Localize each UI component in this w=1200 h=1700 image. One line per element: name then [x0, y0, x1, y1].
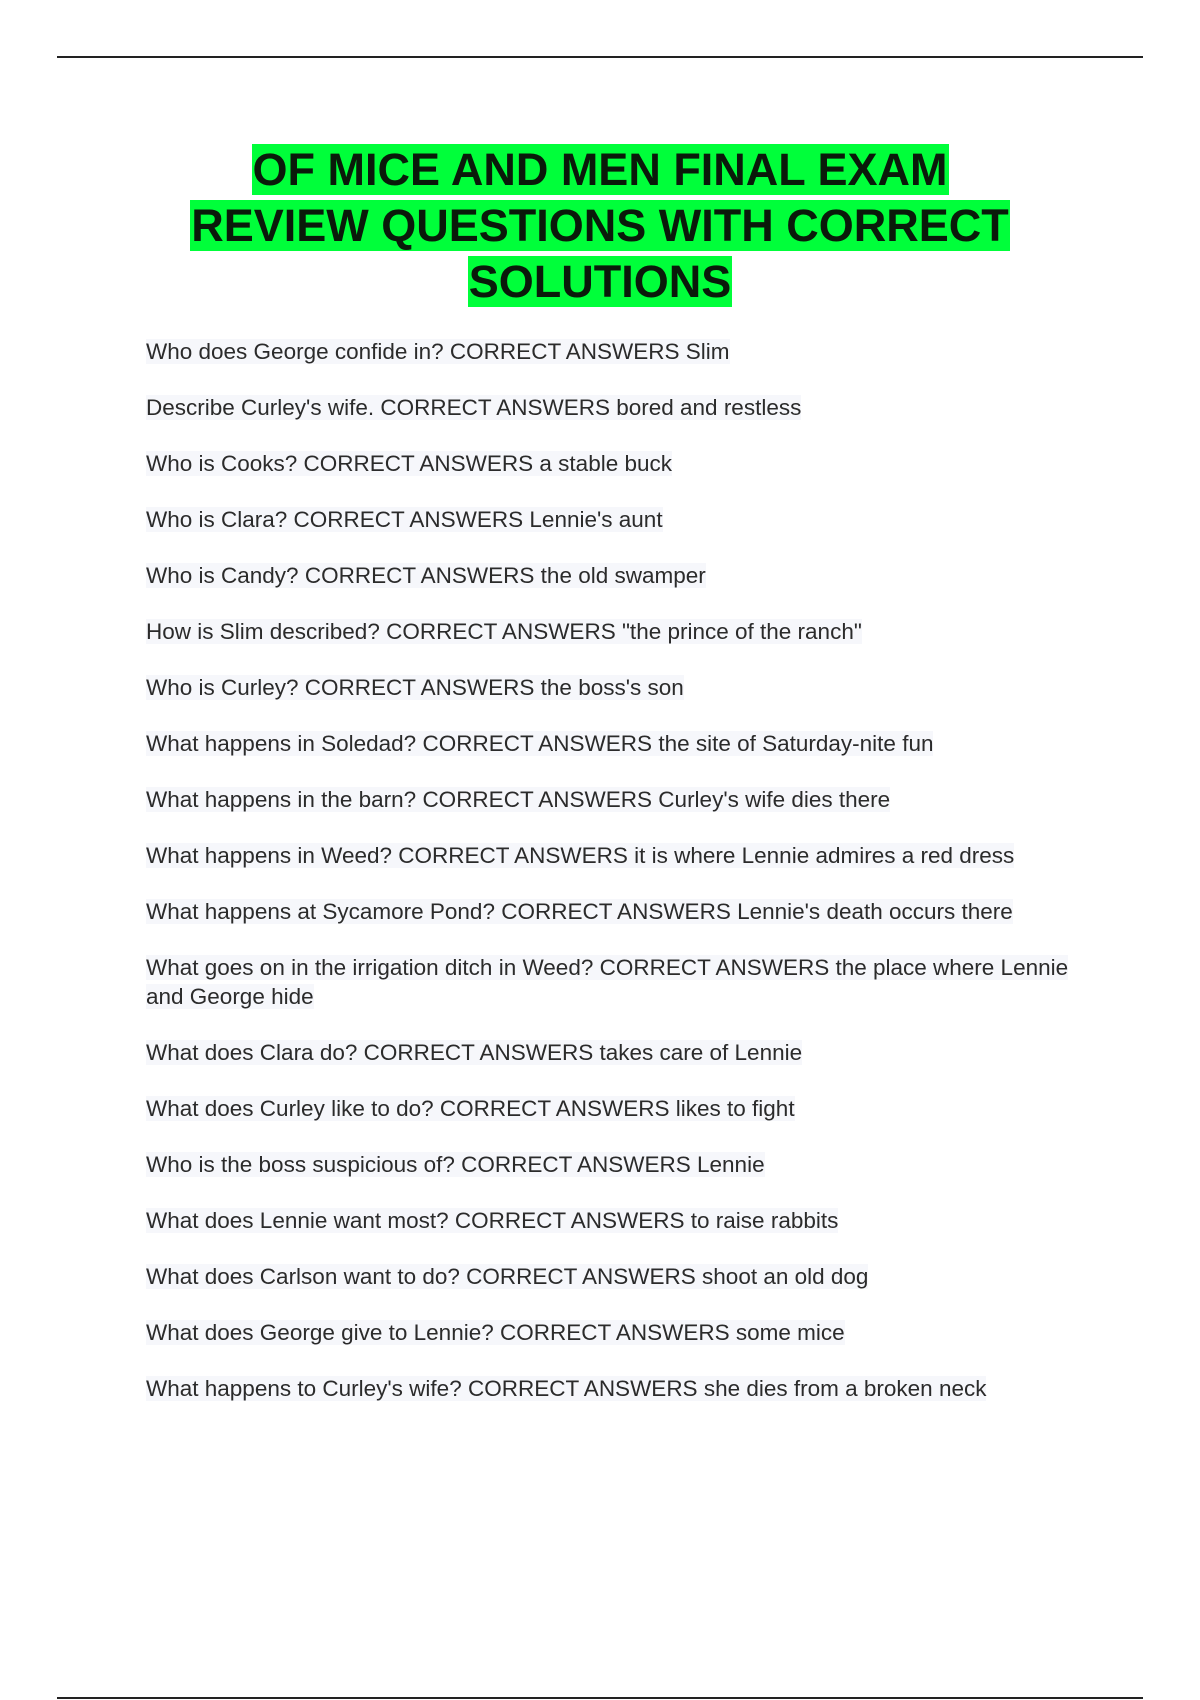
qa-item: Who is Cooks? CORRECT ANSWERS a stable buck [146, 451, 673, 476]
title-line-2: REVIEW QUESTIONS WITH CORRECT [191, 200, 1009, 251]
qa-item: What happens to Curley's wife? CORRECT ANSWERS she dies from a broken neck [146, 1376, 987, 1401]
qa-item: Who is the boss suspicious of? CORRECT ANSWERS Lennie [146, 1152, 765, 1177]
bottom-rule [57, 1697, 1143, 1699]
qa-item: What happens in Soledad? CORRECT ANSWERS the site of Saturday-nite fun [146, 731, 934, 756]
title-line-3: SOLUTIONS [468, 256, 732, 307]
qa-item: Who is Clara? CORRECT ANSWERS Lennie's aunt [146, 507, 663, 532]
title-line-1: OF MICE AND MEN FINAL EXAM [252, 144, 948, 195]
qa-item: Who is Curley? CORRECT ANSWERS the boss's son [146, 675, 684, 700]
qa-item: Who does George confide in? CORRECT ANSWERS Slim [146, 339, 730, 364]
qa-item: What goes on in the irrigation ditch in Weed? CORRECT ANSWERS the place where Lennie and George hide [146, 955, 1069, 1009]
qa-item: What happens in the barn? CORRECT ANSWERS Curley's wife dies there [146, 787, 891, 812]
qa-item: What happens at Sycamore Pond? CORRECT ANSWERS Lennie's death occurs there [146, 899, 1013, 924]
qa-item: What does George give to Lennie? CORRECT ANSWERS some mice [146, 1320, 845, 1345]
qa-item: What does Clara do? CORRECT ANSWERS takes care of Lennie [146, 1040, 803, 1065]
document-title [90, 142, 1110, 310]
qa-item: What does Carlson want to do? CORRECT ANSWERS shoot an old dog [146, 1264, 869, 1289]
qa-item: What happens in Weed? CORRECT ANSWERS it is where Lennie admires a red dress [146, 843, 1015, 868]
qa-item: Who is Candy? CORRECT ANSWERS the old swamper [146, 563, 706, 588]
qa-item: Describe Curley's wife. CORRECT ANSWERS bored and restless [146, 395, 802, 420]
qa-item: What does Curley like to do? CORRECT ANSWERS likes to fight [146, 1096, 795, 1121]
top-rule [57, 56, 1143, 58]
qa-item: How is Slim described? CORRECT ANSWERS "the prince of the ranch" [146, 619, 862, 644]
qa-list [146, 337, 1096, 1430]
qa-item: What does Lennie want most? CORRECT ANSWERS to raise rabbits [146, 1208, 839, 1233]
